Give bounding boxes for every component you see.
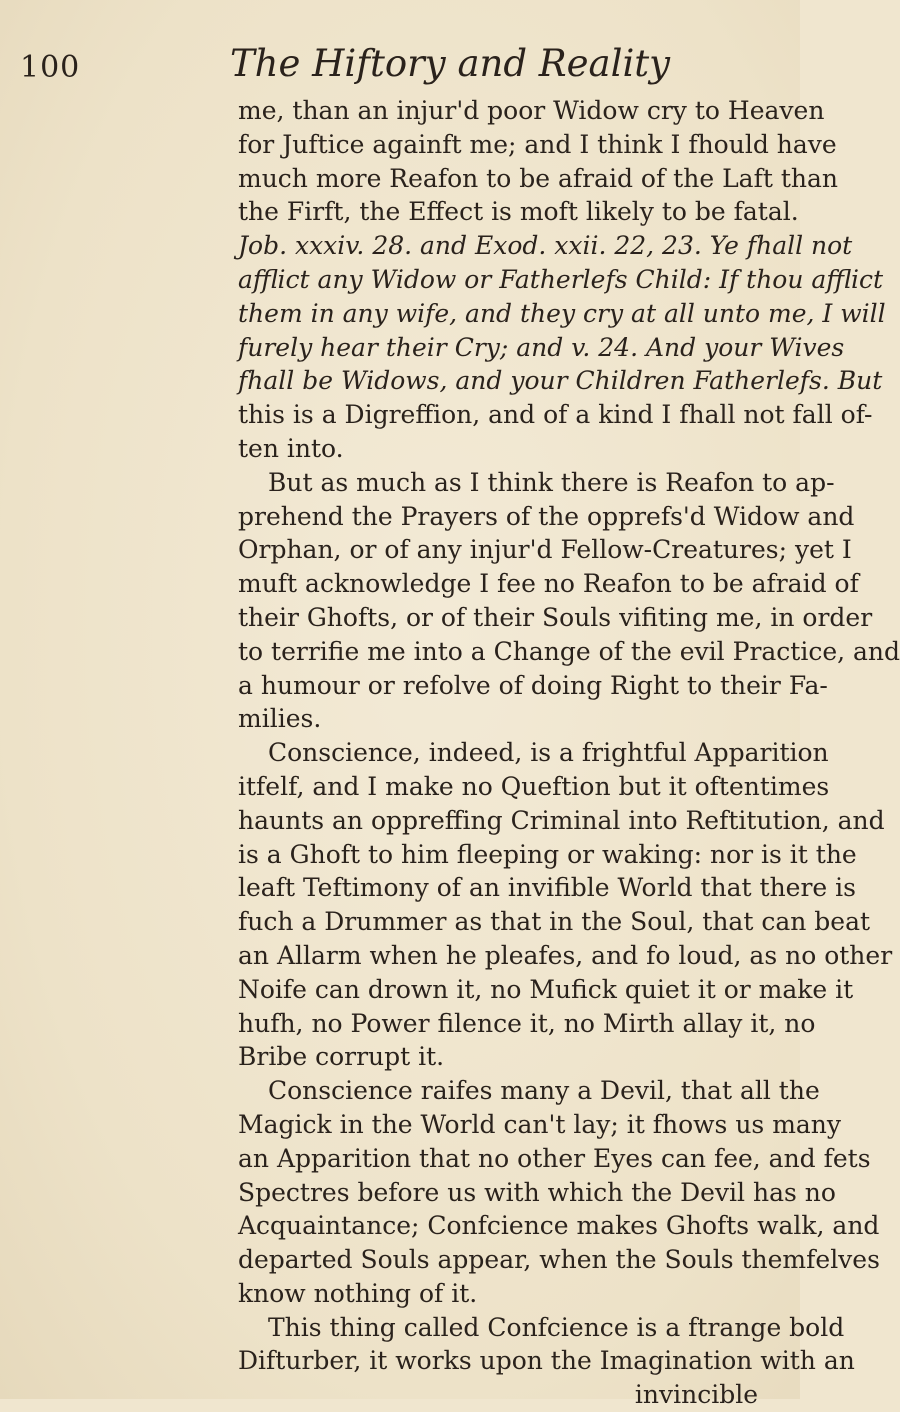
text-line: Bribe corrupt it.: [238, 1042, 445, 1072]
text-line: furely hear their Cry; and v. 24. And your Wives: [238, 332, 845, 362]
text-line: Job. xxxiv. 28. and Exod. xxii. 22, 23. Ye fhall not: [238, 231, 853, 261]
page-number: 100: [20, 50, 81, 85]
text-line: know nothing of it.: [238, 1278, 478, 1308]
text-line: invincible: [634, 1380, 758, 1410]
text-line: Conscience raifes many a Devil, that all the: [268, 1076, 820, 1106]
text-line: Conscience, indeed, is a frightful Apparition: [268, 738, 829, 768]
text-line: is a Ghoft to him fleeping or waking: nor is it the: [238, 839, 857, 869]
text-line: Orphan, or of any injur'd Fellow-Creatures; yet I: [238, 535, 852, 565]
text-line: for Juftice againft me; and I think I fhould have: [238, 129, 837, 159]
text-line: But as much as I think there is Reafon to ap-: [268, 467, 835, 497]
text-line: itfelf, and I make no Queftion but it oftentimes: [238, 771, 830, 801]
text-line: prehend the Prayers of the opprefs'd Widow and: [238, 501, 855, 531]
text-line: Acquaintance; Confcience makes Ghofts walk, and: [238, 1211, 880, 1241]
text-line: Difturber, it works upon the Imagination with an: [238, 1346, 855, 1376]
text-line: fuch a Drummer as that in the Soul, that can beat: [238, 907, 871, 937]
text-line: milies.: [238, 704, 322, 734]
text-line: this is a Digreffion, and of a kind I fhall not fall of-: [238, 400, 873, 430]
body-text: [238, 94, 900, 1412]
text-line: ten into.: [238, 433, 344, 463]
text-line: afflict any Widow or Fatherlefs Child: If thou afflict: [238, 264, 883, 294]
text-line: their Ghofts, or of their Souls vifiting me, in order: [238, 602, 873, 632]
text-line: a humour or refolve of doing Right to their Fa-: [238, 670, 828, 700]
text-line: the Firft, the Effect is moft likely to be fatal.: [238, 197, 799, 227]
text-line: Spectres before us with which the Devil has no: [238, 1177, 836, 1207]
running-head: The Hiftory and Reality: [230, 42, 671, 85]
text-line: hufh, no Power filence it, no Mirth allay it, no: [238, 1008, 816, 1038]
text-line: Noife can drown it, no Mufick quiet it or make it: [238, 974, 854, 1004]
text-line: Magick in the World can't lay; it fhows us many: [238, 1109, 842, 1139]
text-line: haunts an oppreffing Criminal into Reftitution, and: [238, 805, 885, 835]
text-line: them in any wife, and they cry at all unto me, I will: [238, 298, 886, 328]
text-line: to terrifie me into a Change of the evil Practice, and: [238, 636, 900, 666]
text-line: much more Reafon to be afraid of the Laft than: [238, 163, 838, 193]
text-line: me, than an injur'd poor Widow cry to Heaven: [238, 96, 825, 125]
text-line: muft acknowledge I fee no Reafon to be afraid of: [238, 569, 859, 599]
text-line: an Apparition that no other Eyes can fee, and fets: [238, 1143, 871, 1173]
text-line: This thing called Confcience is a ftrange bold: [268, 1312, 845, 1342]
text-line: leaft Teftimony of an invifible World that there is: [238, 873, 856, 903]
text-line: departed Souls appear, when the Souls themfelves: [238, 1245, 880, 1275]
text-line: an Allarm when he pleafes, and fo loud, as no other: [238, 940, 893, 970]
text-line: fhall be Widows, and your Children Fatherlefs. But: [238, 366, 883, 396]
